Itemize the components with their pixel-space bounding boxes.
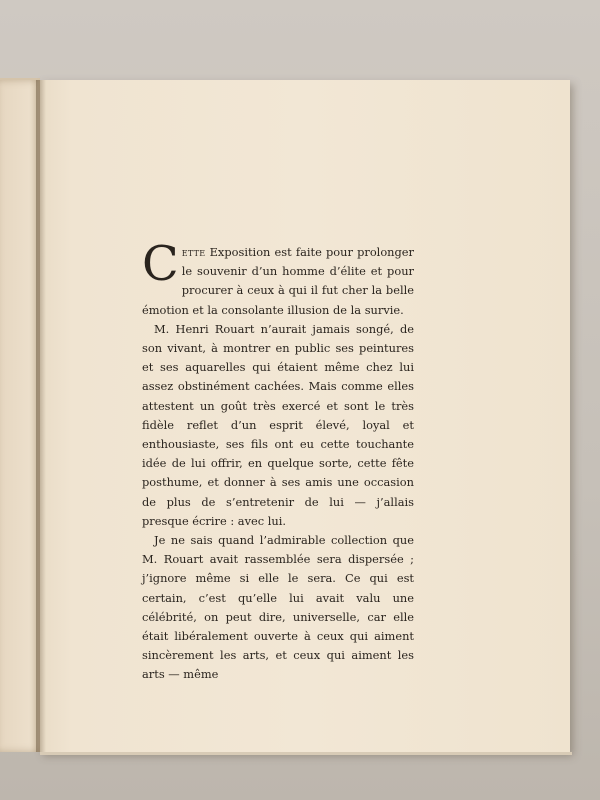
lead-smallcaps: ette [181, 245, 206, 259]
paragraph-1-text: Exposition est faite pour prolonger le souvenir d’un homme d’élite et pour procurer à ceux à qui il fut cher la belle émotion et la consolante illusion de la survie. [142, 245, 414, 317]
paragraph-2: M. Henri Rouart n’aurait jamais songé, de son vivant, à montrer en public ses peintures et ses aquarelles qui étaient même chez lui assez obstinément cachées. Mais comme elles attestent un goût très exercé et sont le très fidèle reflet d’un esprit élevé, loyal et enthousiaste, ses fils ont eu cette touchante idée de lui offrir, en quelque sorte, cette fête posthume, et donner à ses amis une occasion de plus de s’entretenir de lui — j’allais presque écrire : avec lui. [142, 321, 414, 528]
book-gutter [36, 80, 46, 752]
paragraph-3: Je ne sais quand l’admirable collection que M. Rouart avait rassemblée sera dispersée ; j’ignore même si elle le sera. Ce qui est certain, c’est qu’elle lui avait valu une célébrité, on peut dire, universelle, car elle était libéralement ouverte à ceux qui aiment sincèrement les arts, et ceux qui aiment les arts — même [142, 533, 414, 682]
page-edge-bottom [40, 752, 572, 755]
body-text [142, 236, 414, 685]
drop-cap: C [142, 236, 179, 292]
paragraph-1 [142, 236, 414, 320]
